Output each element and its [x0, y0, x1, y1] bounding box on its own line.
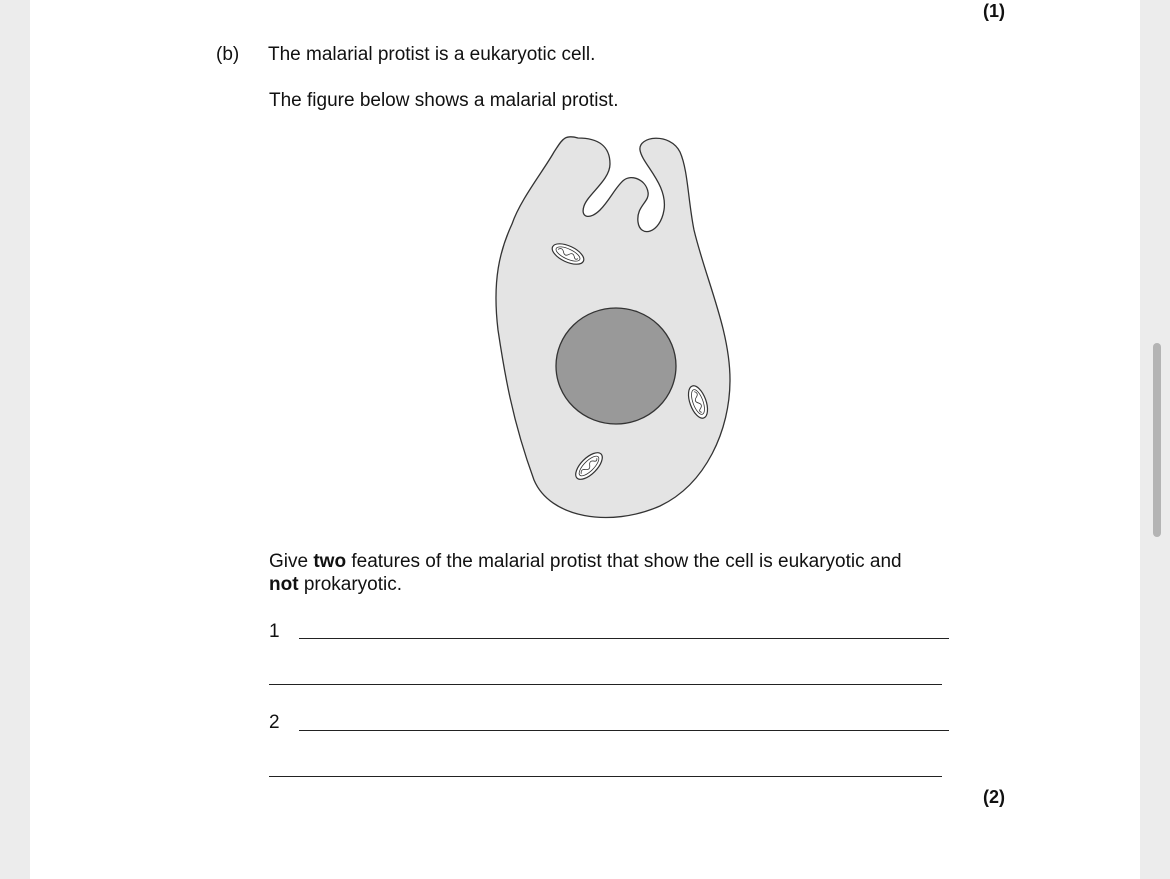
instruction-line-2: [269, 573, 402, 596]
instruction-bold-not: not: [269, 574, 299, 595]
scrollbar-thumb[interactable]: [1153, 343, 1161, 537]
answer-line-2b[interactable]: [269, 776, 942, 777]
malarial-protist-figure: [460, 130, 750, 530]
answer-line-1a[interactable]: [299, 638, 949, 639]
answer-line-2a[interactable]: [299, 730, 949, 731]
answer-line-1b[interactable]: [269, 684, 942, 685]
instruction-line-1: [269, 550, 902, 573]
nucleus: [556, 308, 676, 424]
marks-top: (1): [983, 1, 1005, 21]
instruction-text-a: Give: [269, 551, 314, 572]
figure-intro: The figure below shows a malarial protist.: [269, 90, 619, 111]
question-statement: The malarial protist is a eukaryotic cell.: [268, 44, 596, 65]
instruction-text-b: features of the malarial protist that show the cell is eukaryotic and: [346, 551, 902, 572]
marks-bottom: (2): [983, 787, 1005, 807]
exam-page: [30, 0, 1140, 879]
instruction-bold-two: two: [313, 551, 347, 572]
answer-label-1: 1: [269, 621, 280, 642]
part-label: (b): [216, 44, 240, 65]
answer-label-2: 2: [269, 712, 280, 733]
instruction-text-c: prokaryotic.: [298, 574, 403, 595]
